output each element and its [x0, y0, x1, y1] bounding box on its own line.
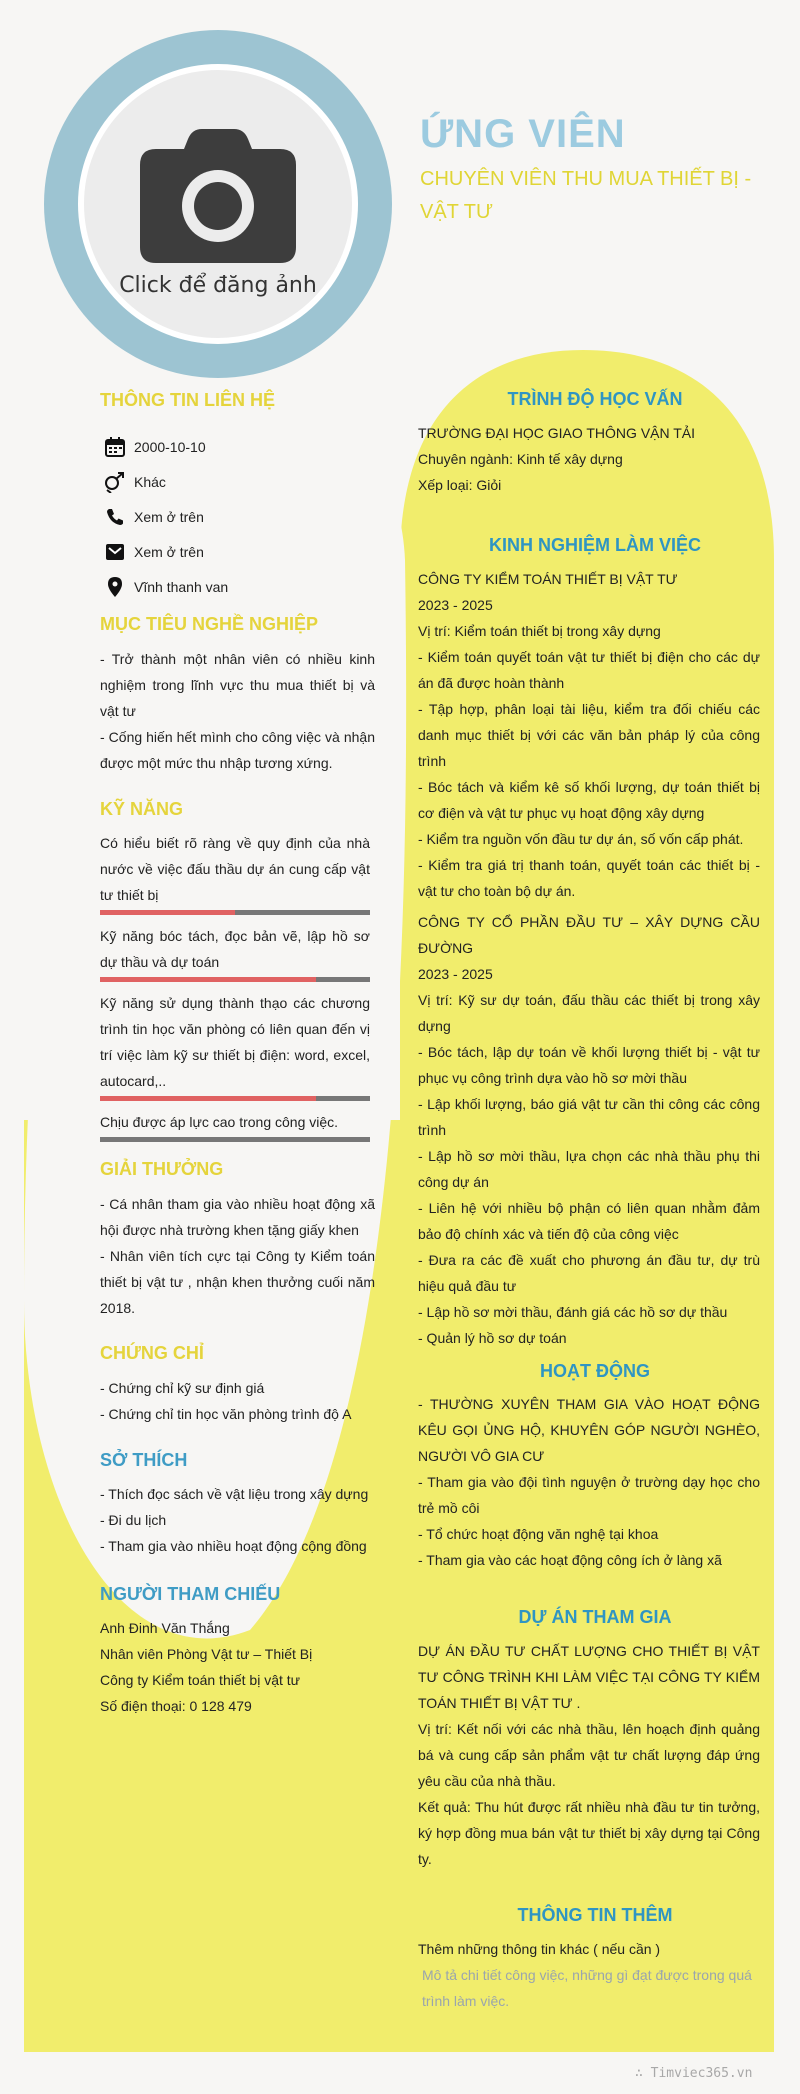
contact-phone	[100, 499, 380, 534]
job-line: - Bóc tách, lập dự toán về khối lượng thiết bị - vật tư phục vụ công trình dựa vào hồ sơ mời thầu	[418, 1044, 760, 1086]
skill-bar-fill	[100, 977, 316, 982]
avatar-upload-area[interactable]	[78, 64, 358, 344]
education-text	[418, 420, 763, 498]
job-line: Vị trí: Kỹ sư dự toán, đấu thầu các thiết bị trong xây dựng	[418, 992, 760, 1034]
job-line: - Lập khối lượng, báo giá vật tư cần thi công các công trình	[418, 1096, 760, 1138]
skill-name: Có hiểu biết rõ ràng về quy định của nhà nước về việc đấu thầu dự án cung cấp vật tư thiết bị	[100, 835, 370, 903]
education-line: Chuyên ngành: Kinh tế xây dựng	[418, 451, 623, 467]
experience-job	[418, 566, 760, 904]
award-line: - Nhân viên tích cực tại Công ty Kiểm toán thiết bị vật tư , nhận khen thưởng cuối năm 2018.	[100, 1248, 375, 1316]
hobby-line: - Đi du lịch	[100, 1512, 167, 1528]
contact-address	[100, 569, 380, 604]
contact-gender	[100, 464, 380, 499]
email-icon	[104, 541, 126, 563]
certificate-line: - Chứng chỉ kỹ sư định giá	[100, 1380, 265, 1396]
skill-item	[100, 830, 370, 915]
skills-list	[100, 830, 370, 1150]
phone-icon	[104, 506, 126, 528]
activities-text	[418, 1391, 760, 1573]
job-line: - Lập hồ sơ mời thầu, lựa chọn các nhà thầu phụ thi công dự án	[418, 1148, 760, 1190]
skills-title: KỸ NĂNG	[100, 799, 184, 819]
skill-item	[100, 923, 370, 982]
skill-bar	[100, 910, 370, 915]
project-line: Vị trí: Kết nối với các nhà thầu, lên hoạch định quảng bá và cung cấp sản phẩm vật tư chất lượng đáp ứng yêu cầu của nhà thầu.	[418, 1721, 760, 1789]
address-value: Vĩnh thanh van	[134, 578, 229, 595]
job-company: CÔNG TY CỔ PHẦN ĐẦU TƯ – XÂY DỰNG CẦU ĐƯỜNG	[418, 914, 760, 956]
job-line: - Kiểm toán quyết toán vật tư thiết bị điện cho các dự án đã được hoàn thành	[418, 649, 760, 691]
certificates-title: CHỨNG CHỈ	[100, 1343, 204, 1363]
objective-title: MỤC TIÊU NGHỀ NGHIỆP	[100, 614, 319, 634]
certificates-text	[100, 1375, 375, 1427]
skill-item	[100, 1109, 370, 1142]
reference-line: Số điện thoại: 0 128 479	[100, 1698, 252, 1714]
education-line: Xếp loại: Giỏi	[418, 477, 502, 493]
projects-title: DỰ ÁN THAM GIA	[518, 1607, 672, 1627]
birthday-value: 2000-10-10	[134, 438, 206, 455]
email-value: Xem ở trên	[134, 543, 204, 560]
hobby-line: - Thích đọc sách về vật liệu trong xây dựng	[100, 1486, 369, 1502]
objective-text	[100, 646, 375, 776]
skill-bar	[100, 1096, 370, 1101]
award-line: - Cá nhân tham gia vào nhiều hoạt động xã hội được nhà trường khen tặng giấy khen	[100, 1196, 375, 1238]
job-line: - Liên hệ với nhiều bộ phận có liên quan nhằm đảm bảo độ chính xác và tiến độ của công việc	[418, 1200, 760, 1242]
gender-value: Khác	[134, 473, 166, 490]
certificate-line: - Chứng chỉ tin học văn phòng trình độ A	[100, 1406, 352, 1422]
objective-line: - Cống hiến hết mình cho công việc và nhận được một mức thu nhập tương xứng.	[100, 729, 375, 771]
skill-name: Kỹ năng bóc tách, đọc bản vẽ, lập hồ sơ dự thầu và dự toán	[100, 928, 370, 970]
activity-line: - Tham gia vào đội tình nguyện ở trường dạy học cho trẻ mồ côi	[418, 1474, 760, 1516]
projects-text	[418, 1638, 760, 1872]
hobby-line: - Tham gia vào nhiều hoạt động cộng đồng	[100, 1538, 367, 1554]
skill-bar	[100, 977, 370, 982]
activity-line: - Tham gia vào các hoạt động công ích ở làng xã	[418, 1552, 722, 1568]
candidate-name: ỨNG VIÊN	[420, 112, 626, 156]
additional-line: Thêm những thông tin khác ( nếu cần )	[418, 1941, 661, 1957]
contact-email	[100, 534, 380, 569]
activity-line: - Tổ chức hoạt động văn nghệ tại khoa	[418, 1526, 659, 1542]
job-line: - Lập hồ sơ mời thầu, đánh giá các hồ sơ dự thầu	[418, 1304, 728, 1320]
activity-line: - THƯỜNG XUYÊN THAM GIA VÀO HOẠT ĐỘNG KÊU GỌI ỦNG HỘ, KHUYÊN GÓP NGƯỜI NGHÈO, NGƯỜI VÔ GIA CƯ	[418, 1396, 760, 1464]
location-pin-icon	[104, 576, 126, 598]
skill-name: Kỹ năng sử dụng thành thạo các chương trình tin học văn phòng có liên quan đến vị trí việc làm kỹ sư thiết bị điện: word, excel, autocard,..	[100, 995, 370, 1089]
education-line: TRƯỜNG ĐẠI HỌC GIAO THÔNG VẬN TẢI	[418, 425, 696, 441]
reference-line: Anh Đinh Văn Thắng	[100, 1620, 230, 1636]
avatar-upload-label: Click để đăng ảnh	[119, 272, 317, 298]
additional-text	[418, 1936, 760, 2014]
job-line: - Tập hợp, phân loại tài liệu, kiểm tra đối chiếu các danh mục thiết bị với các văn bản pháp lý của công trình	[418, 701, 760, 769]
contact-title: THÔNG TIN LIÊN HỆ	[100, 390, 275, 410]
hobbies-text	[100, 1481, 390, 1559]
project-line: Kết quả: Thu hút được rất nhiều nhà đầu tư tin tưởng, ký hợp đồng mua bán vật tư thiết bị xây dựng tại Công ty.	[418, 1799, 760, 1867]
contact-list	[100, 429, 380, 604]
job-line: - Bóc tách và kiểm kê số khối lượng, dự toán thiết bị cơ điện và vật tư phục vụ hoạt động xây dựng	[418, 779, 760, 821]
references-text	[100, 1615, 390, 1719]
avatar[interactable]	[44, 30, 392, 378]
job-period: 2023 - 2025	[418, 966, 493, 982]
job-line: - Đưa ra các đề xuất cho phương án đầu tư, dự trù hiệu quả đầu tư	[418, 1252, 760, 1294]
reference-line: Công ty Kiểm toán thiết bị vật tư	[100, 1672, 301, 1688]
skill-name: Chịu được áp lực cao trong công việc.	[100, 1114, 339, 1130]
references-title: NGƯỜI THAM CHIẾU	[100, 1584, 281, 1604]
calendar-icon	[104, 436, 126, 458]
job-period: 2023 - 2025	[418, 597, 493, 613]
watermark-text: Timviec365.vn	[650, 2066, 753, 2081]
reference-line: Nhân viên Phòng Vật tư – Thiết Bị	[100, 1646, 313, 1662]
experience-job	[418, 909, 760, 1351]
job-line: - Kiểm tra giá trị thanh toán, quyết toán các thiết bị - vật tư cho toàn bộ dự án.	[418, 857, 760, 899]
awards-title: GIẢI THƯỞNG	[100, 1159, 224, 1179]
phone-value: Xem ở trên	[134, 508, 204, 525]
skill-bar	[100, 1137, 370, 1142]
skill-bar-fill	[100, 1096, 316, 1101]
activities-title: HOẠT ĐỘNG	[540, 1361, 650, 1381]
awards-text	[100, 1191, 375, 1321]
job-line: - Quản lý hồ sơ dự toán	[418, 1330, 567, 1346]
additional-placeholder: Mô tả chi tiết công việc, những gì đạt được trong quá trình làm việc.	[422, 1967, 752, 2009]
contact-birthday	[100, 429, 380, 464]
job-line: - Kiểm tra nguồn vốn đầu tư dự án, số vốn cấp phát.	[418, 831, 744, 847]
camera-icon	[140, 129, 296, 263]
candidate-position: CHUYÊN VIÊN THU MUA THIẾT BỊ - VẬT TƯ	[420, 168, 752, 223]
additional-title: THÔNG TIN THÊM	[517, 1905, 673, 1925]
hobbies-title: SỞ THÍCH	[100, 1450, 188, 1470]
gender-icon	[104, 471, 126, 493]
experience-title: KINH NGHIỆM LÀM VIỆC	[488, 535, 701, 555]
project-name: DỰ ÁN ĐẦU TƯ CHẤT LƯỢNG CHO THIẾT BỊ VẬT TƯ CÔNG TRÌNH KHI LÀM VIỆC TẠI CÔNG TY KIỂM TOÁN THIẾT BỊ VẬT TƯ .	[418, 1643, 760, 1711]
watermark: ∴ Timviec365.vn	[635, 2066, 753, 2081]
objective-line: - Trở thành một nhân viên có nhiều kinh nghiệm trong lĩnh vực thu mua thiết bị và vật tư	[100, 651, 375, 719]
education-title: TRÌNH ĐỘ HỌC VẤN	[507, 389, 683, 409]
job-company: CÔNG TY KIỂM TOÁN THIẾT BỊ VẬT TƯ	[418, 571, 678, 587]
skill-bar-fill	[100, 910, 235, 915]
job-line: Vị trí: Kiểm toán thiết bị trong xây dựng	[418, 623, 661, 639]
skill-item	[100, 990, 370, 1101]
